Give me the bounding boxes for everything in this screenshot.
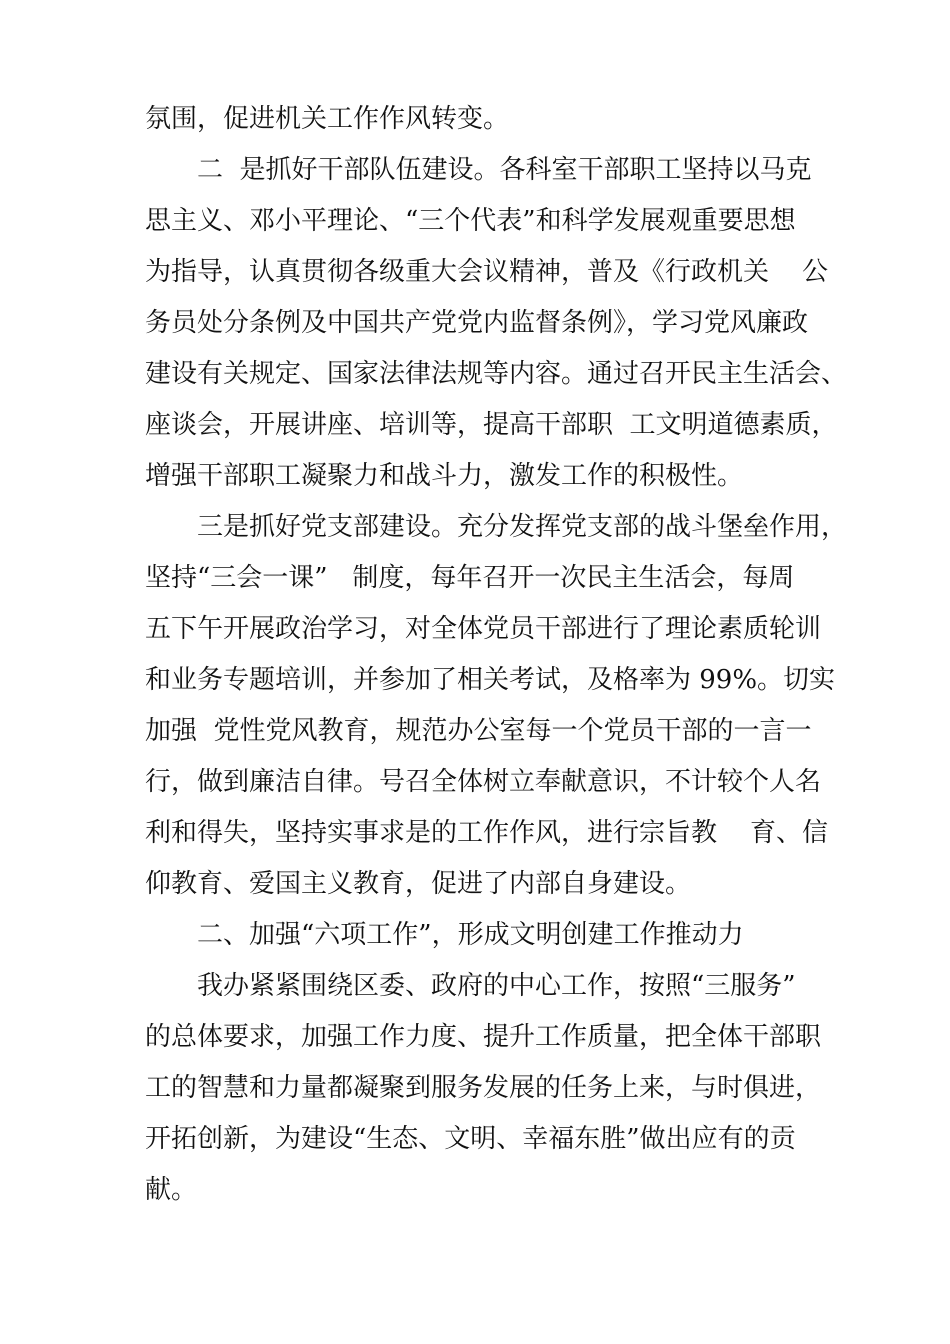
paragraph-start-line: 三是抓好党支部建设。充分发挥党支部的战斗堡垒作用，	[197, 512, 848, 542]
paragraph-start-line: 二 是抓好干部队伍建设。各科室干部职工坚持以马克	[197, 155, 812, 185]
text-line: 行，做到廉洁自律。号召全体树立奉献意识，不计较个人名	[145, 767, 822, 797]
text-line: 增强干部职工凝聚力和战斗力，激发工作的积极性。	[145, 461, 744, 491]
text-line: 五下午开展政治学习，对全体党员干部进行了理论素质轮训	[145, 614, 822, 644]
text-line: 坚持“三会一课” 制度，每年召开一次民主生活会，每周	[145, 563, 795, 593]
text-line: 的总体要求，加强工作力度、提升工作质量，把全体干部职	[145, 1022, 822, 1052]
text-line: 座谈会，开展讲座、培训等，提高干部职 工文明道德素质，	[145, 410, 838, 440]
text-line: 为指导，认真贯彻各级重大会议精神，普及《行政机关 公	[145, 257, 829, 287]
text-line: 务员处分条例及中国共产党党内监督条例》，学习党风廉政	[145, 308, 809, 338]
text-line: 工的智慧和力量都凝聚到服务发展的任务上来，与时俱进，	[145, 1073, 822, 1103]
section-heading: 二、加强“六项工作”，形成文明创建工作推动力	[197, 920, 744, 950]
text-line: 和业务专题培训，并参加了相关考试，及格率为 99%。切实	[145, 665, 836, 695]
document-body	[145, 94, 848, 1216]
text-line: 献。	[145, 1175, 198, 1205]
text-line: 开拓创新，为建设“生态、文明、幸福东胜”做出应有的贡	[145, 1124, 796, 1154]
text-line: 加强 党性党风教育，规范办公室每一个党员干部的一言一	[145, 716, 812, 746]
text-line: 仰教育、爱国主义教育，促进了内部自身建设。	[145, 869, 692, 899]
text-line: 建设有关规定、国家法律法规等内容。通过召开民主生活会、	[145, 359, 848, 389]
paragraph-start-line: 我办紧紧围绕区委、政府的中心工作，按照“三服务”	[197, 971, 796, 1001]
text-line: 利和得失，坚持实事求是的工作作风，进行宗旨教 育、信	[145, 818, 829, 848]
text-line: 思主义、邓小平理论、“三个代表”和科学发展观重要思想	[145, 206, 796, 236]
text-line: 氛围，促进机关工作作风转变。	[145, 104, 510, 134]
